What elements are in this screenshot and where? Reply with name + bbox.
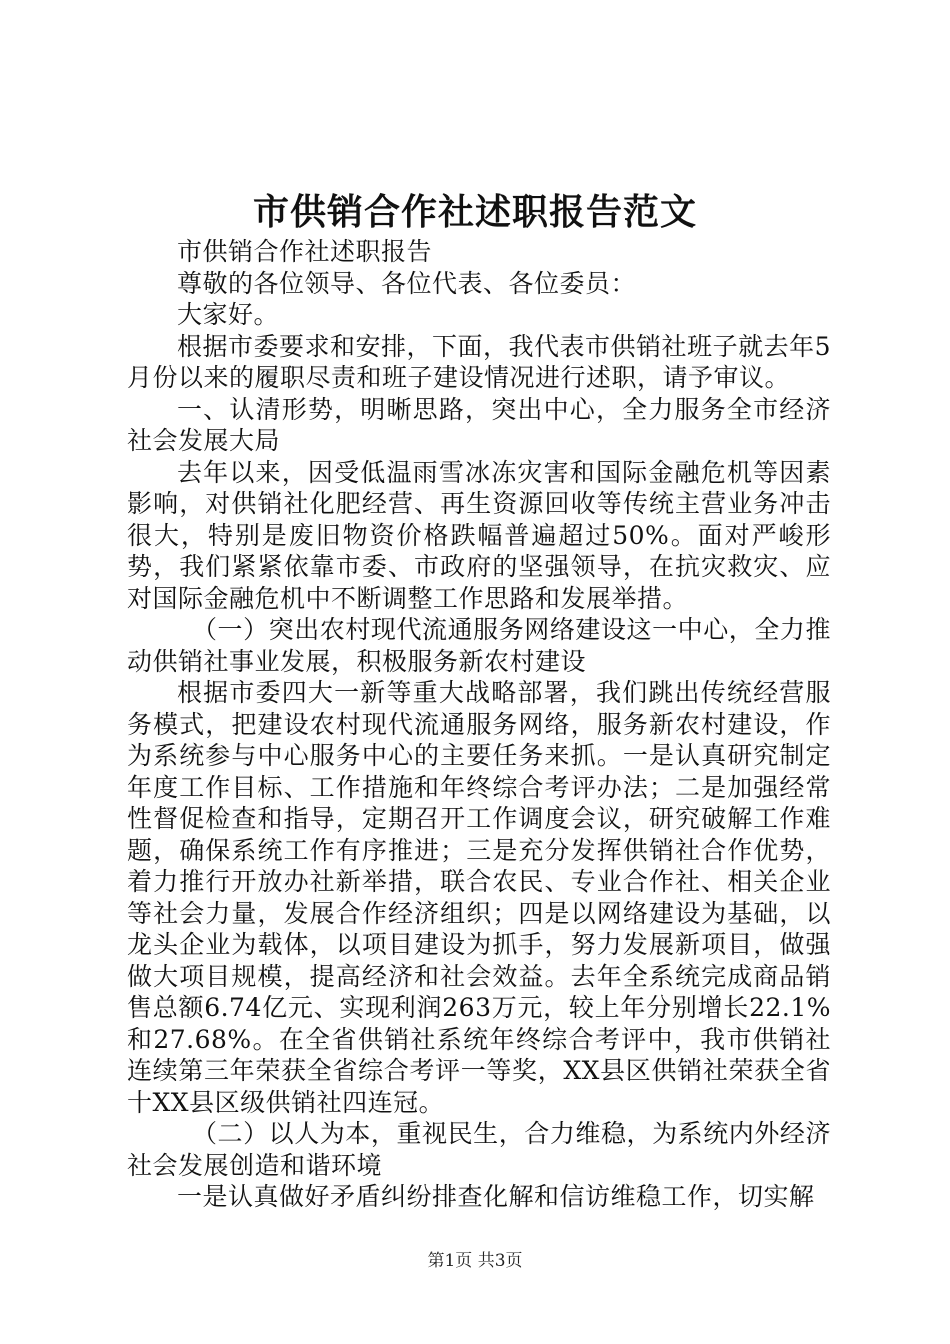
- body-paragraph: 根据市委四大一新等重大战略部署，我们跳出传统经营服务模式，把建设农村现代流通服务网络，服务新农村建设，作为系统参与中心服务中心的主要任务来抓。一是认真研究制定年度工作目标、工作措施和年终综合考评办法；二是加强经常性督促检查和指导，定期召开工作调度会议，研究破解工作难题，确保系统工作有序推进；三是充分发挥供销社合作优势，着力推行开放办社新举措，联合农民、专业合作社、相关企业等社会力量，发展合作经济组织；四是以网络建设为基础，以龙头企业为载体，以项目建设为抓手，努力发展新项目，做强做大项目规模，提高经济和社会效益。去年全系统完成商品销售总额6.74亿元、实现利润263万元，较上年分别增长22.1%和27.68%。在全省供销社系统年终综合考评中，我市供销社连续第三年荣获全省综合考评一等奖，XX县区供销社荣获全省十XX县区级供销社四连冠。: [127, 678, 831, 1117]
- page-footer: 第1页 共3页: [427, 1251, 523, 1271]
- report-heading-line: 市供销合作社述职报告: [177, 237, 433, 266]
- document-title: 市供销合作社述职报告范文: [252, 191, 697, 233]
- document-body: [127, 236, 831, 1213]
- body-paragraph: 一是认真做好矛盾纠纷排查化解和信访维稳工作，切实解: [177, 1182, 815, 1211]
- subsection-heading-2: （二）以人为本，重视民生，合力维稳，为系统内外经济社会发展创造和谐环境: [127, 1119, 831, 1180]
- greeting: 大家好。: [177, 300, 280, 329]
- section-heading-1: 一、认清形势，明晰思路，突出中心，全力服务全市经济社会发展大局: [127, 394, 831, 455]
- subsection-heading-1: （一）突出农村现代流通服务网络建设这一中心，全力推动供销社事业发展，积极服务新农村建设: [127, 615, 831, 676]
- salutation: 尊敬的各位领导、各位代表、各位委员：: [177, 268, 637, 298]
- body-paragraph: 去年以来，因受低温雨雪冰冻灾害和国际金融危机等因素影响，对供销社化肥经营、再生资源回收等传统主营业务冲击很大，特别是废旧物资价格跌幅普遍超过50%。面对严峻形势，我们紧紧依靠市委、市政府的坚强领导，在抗灾救灾、应对国际金融危机中不断调整工作思路和发展举措。: [127, 457, 831, 613]
- intro-paragraph: 根据市委要求和安排，下面，我代表市供销社班子就去年5月份以来的履职尽责和班子建设情况进行述职，请予审议。: [127, 331, 831, 392]
